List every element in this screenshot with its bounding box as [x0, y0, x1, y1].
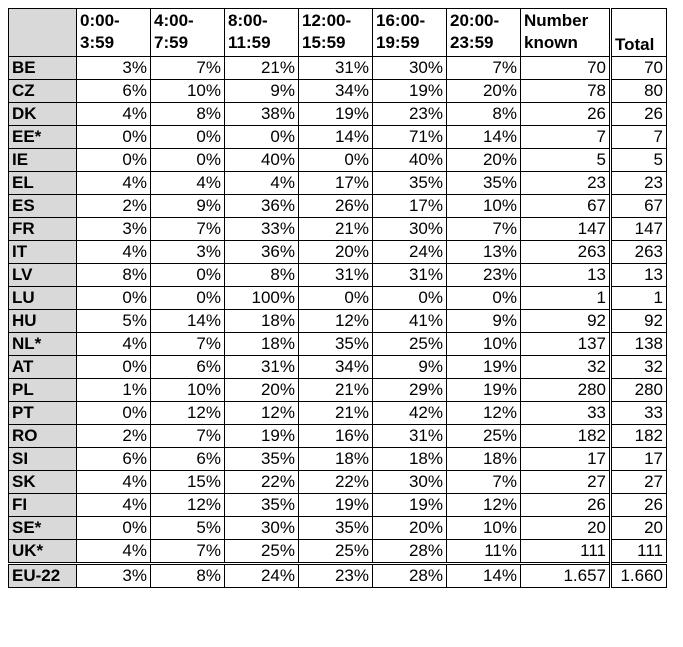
table-row — [9, 425, 667, 448]
percent-cell: 31% — [373, 264, 447, 287]
country-cell: FR — [9, 218, 77, 241]
header-line2: 15:59 — [302, 33, 346, 52]
percent-cell: 1% — [77, 379, 151, 402]
header-line2: 19:59 — [376, 33, 420, 52]
total-cell: 13 — [611, 264, 667, 287]
percent-cell: 20% — [373, 517, 447, 540]
percent-cell: 6% — [77, 448, 151, 471]
percent-cell: 9% — [447, 310, 521, 333]
percent-cell: 2% — [77, 425, 151, 448]
percent-cell: 28% — [373, 564, 447, 588]
percent-cell: 25% — [447, 425, 521, 448]
table-row — [9, 379, 667, 402]
percent-cell: 10% — [447, 195, 521, 218]
percent-cell: 8% — [447, 103, 521, 126]
table-container — [8, 8, 667, 588]
total-cell: 1 — [611, 287, 667, 310]
time-distribution-table — [8, 8, 667, 588]
percent-cell: 9% — [151, 195, 225, 218]
total-cell: 182 — [611, 425, 667, 448]
percent-cell: 25% — [373, 333, 447, 356]
percent-cell: 8% — [77, 264, 151, 287]
known-cell: 280 — [521, 379, 611, 402]
header-line1: 12:00- — [302, 11, 352, 30]
percent-cell: 5% — [77, 310, 151, 333]
table-row — [9, 333, 667, 356]
percent-cell: 0% — [299, 149, 373, 172]
percent-cell: 12% — [447, 402, 521, 425]
country-cell: ES — [9, 195, 77, 218]
table-row — [9, 241, 667, 264]
percent-cell: 31% — [373, 425, 447, 448]
header-line2: 3:59 — [80, 33, 115, 52]
header-cell — [299, 9, 373, 57]
percent-cell: 14% — [151, 310, 225, 333]
known-cell: 7 — [521, 126, 611, 149]
percent-cell: 0% — [77, 126, 151, 149]
percent-cell: 10% — [151, 379, 225, 402]
percent-cell: 31% — [225, 356, 299, 379]
percent-cell: 7% — [151, 333, 225, 356]
total-cell: 7 — [611, 126, 667, 149]
percent-cell: 20% — [447, 149, 521, 172]
country-cell: AT — [9, 356, 77, 379]
percent-cell: 25% — [225, 540, 299, 564]
known-cell: 20 — [521, 517, 611, 540]
table-row — [9, 126, 667, 149]
table-row — [9, 402, 667, 425]
percent-cell: 21% — [299, 402, 373, 425]
summary-row — [9, 564, 667, 588]
percent-cell: 6% — [77, 80, 151, 103]
known-cell: 147 — [521, 218, 611, 241]
country-cell: SK — [9, 471, 77, 494]
percent-cell: 21% — [299, 379, 373, 402]
percent-cell: 0% — [77, 517, 151, 540]
percent-cell: 4% — [225, 172, 299, 195]
percent-cell: 19% — [447, 356, 521, 379]
table-row — [9, 540, 667, 564]
percent-cell: 9% — [225, 80, 299, 103]
percent-cell: 40% — [225, 149, 299, 172]
total-cell: 67 — [611, 195, 667, 218]
country-cell: DK — [9, 103, 77, 126]
header-line1: 4:00- — [154, 11, 194, 30]
table-row — [9, 195, 667, 218]
percent-cell: 7% — [151, 57, 225, 80]
known-cell: 27 — [521, 471, 611, 494]
percent-cell: 2% — [77, 195, 151, 218]
percent-cell: 25% — [299, 540, 373, 564]
percent-cell: 35% — [225, 448, 299, 471]
table-row — [9, 287, 667, 310]
total-cell: 147 — [611, 218, 667, 241]
total-cell: 26 — [611, 103, 667, 126]
total-cell: 138 — [611, 333, 667, 356]
percent-cell: 7% — [447, 57, 521, 80]
percent-cell: 24% — [225, 564, 299, 588]
total-cell: 23 — [611, 172, 667, 195]
percent-cell: 36% — [225, 195, 299, 218]
total-header: Total — [611, 9, 667, 57]
percent-cell: 13% — [447, 241, 521, 264]
total-cell: 20 — [611, 517, 667, 540]
table-row — [9, 103, 667, 126]
known-cell: 26 — [521, 494, 611, 517]
percent-cell: 4% — [77, 333, 151, 356]
percent-cell: 38% — [225, 103, 299, 126]
percent-cell: 71% — [373, 126, 447, 149]
country-cell: SE* — [9, 517, 77, 540]
percent-cell: 16% — [299, 425, 373, 448]
total-cell: 32 — [611, 356, 667, 379]
known-cell: 182 — [521, 425, 611, 448]
total-cell: 17 — [611, 448, 667, 471]
percent-cell: 0% — [77, 356, 151, 379]
percent-cell: 4% — [151, 172, 225, 195]
percent-cell: 14% — [447, 564, 521, 588]
percent-cell: 0% — [77, 287, 151, 310]
header-cell — [521, 9, 611, 57]
percent-cell: 41% — [373, 310, 447, 333]
header-cell — [373, 9, 447, 57]
total-cell: 26 — [611, 494, 667, 517]
header-line1: 20:00- — [450, 11, 500, 30]
known-cell: 1.657 — [521, 564, 611, 588]
percent-cell: 20% — [299, 241, 373, 264]
percent-cell: 23% — [447, 264, 521, 287]
percent-cell: 18% — [225, 310, 299, 333]
country-cell: LV — [9, 264, 77, 287]
percent-cell: 3% — [151, 241, 225, 264]
percent-cell: 35% — [225, 494, 299, 517]
total-cell: 280 — [611, 379, 667, 402]
country-cell: EU-22 — [9, 564, 77, 588]
country-cell: BE — [9, 57, 77, 80]
percent-cell: 0% — [151, 149, 225, 172]
percent-cell: 4% — [77, 172, 151, 195]
total-cell: 5 — [611, 149, 667, 172]
percent-cell: 21% — [299, 218, 373, 241]
header-cell — [151, 9, 225, 57]
corner-cell — [9, 9, 77, 57]
percent-cell: 0% — [225, 126, 299, 149]
header-cell — [77, 9, 151, 57]
percent-cell: 0% — [299, 287, 373, 310]
percent-cell: 10% — [447, 517, 521, 540]
percent-cell: 19% — [299, 103, 373, 126]
percent-cell: 8% — [151, 103, 225, 126]
percent-cell: 30% — [373, 471, 447, 494]
percent-cell: 5% — [151, 517, 225, 540]
known-cell: 78 — [521, 80, 611, 103]
known-cell: 92 — [521, 310, 611, 333]
percent-cell: 4% — [77, 103, 151, 126]
header-line2: 23:59 — [450, 33, 494, 52]
percent-cell: 22% — [225, 471, 299, 494]
percent-cell: 17% — [373, 195, 447, 218]
country-cell: IT — [9, 241, 77, 264]
percent-cell: 6% — [151, 448, 225, 471]
known-cell: 70 — [521, 57, 611, 80]
total-cell: 92 — [611, 310, 667, 333]
table-row — [9, 517, 667, 540]
percent-cell: 7% — [447, 218, 521, 241]
percent-cell: 19% — [373, 80, 447, 103]
table-row — [9, 356, 667, 379]
total-cell: 263 — [611, 241, 667, 264]
percent-cell: 31% — [299, 57, 373, 80]
table-row — [9, 80, 667, 103]
percent-cell: 19% — [373, 494, 447, 517]
country-cell: HU — [9, 310, 77, 333]
percent-cell: 31% — [299, 264, 373, 287]
percent-cell: 14% — [447, 126, 521, 149]
percent-cell: 19% — [225, 425, 299, 448]
percent-cell: 36% — [225, 241, 299, 264]
percent-cell: 7% — [447, 471, 521, 494]
percent-cell: 42% — [373, 402, 447, 425]
total-cell: 33 — [611, 402, 667, 425]
percent-cell: 7% — [151, 540, 225, 564]
known-cell: 111 — [521, 540, 611, 564]
table-row — [9, 310, 667, 333]
percent-cell: 3% — [77, 564, 151, 588]
country-cell: NL* — [9, 333, 77, 356]
percent-cell: 18% — [225, 333, 299, 356]
known-cell: 23 — [521, 172, 611, 195]
percent-cell: 12% — [151, 494, 225, 517]
country-cell: SI — [9, 448, 77, 471]
percent-cell: 18% — [373, 448, 447, 471]
percent-cell: 30% — [225, 517, 299, 540]
known-cell: 67 — [521, 195, 611, 218]
table-row — [9, 471, 667, 494]
header-line1: 16:00- — [376, 11, 426, 30]
percent-cell: 0% — [447, 287, 521, 310]
percent-cell: 0% — [77, 149, 151, 172]
percent-cell: 4% — [77, 471, 151, 494]
percent-cell: 26% — [299, 195, 373, 218]
percent-cell: 8% — [225, 264, 299, 287]
header-line1: 0:00- — [80, 11, 120, 30]
table-row — [9, 57, 667, 80]
percent-cell: 40% — [373, 149, 447, 172]
percent-cell: 21% — [225, 57, 299, 80]
total-cell: 27 — [611, 471, 667, 494]
known-cell: 26 — [521, 103, 611, 126]
percent-cell: 10% — [447, 333, 521, 356]
total-cell: 111 — [611, 540, 667, 564]
percent-cell: 18% — [447, 448, 521, 471]
percent-cell: 0% — [151, 126, 225, 149]
header-line1: 8:00- — [228, 11, 268, 30]
percent-cell: 12% — [225, 402, 299, 425]
percent-cell: 33% — [225, 218, 299, 241]
country-cell: EE* — [9, 126, 77, 149]
percent-cell: 24% — [373, 241, 447, 264]
country-cell: LU — [9, 287, 77, 310]
percent-cell: 3% — [77, 57, 151, 80]
percent-cell: 7% — [151, 425, 225, 448]
percent-cell: 10% — [151, 80, 225, 103]
country-cell: IE — [9, 149, 77, 172]
header-cell — [225, 9, 299, 57]
percent-cell: 0% — [151, 287, 225, 310]
percent-cell: 29% — [373, 379, 447, 402]
percent-cell: 11% — [447, 540, 521, 564]
percent-cell: 35% — [447, 172, 521, 195]
header-line1: Number — [524, 11, 589, 30]
country-cell: EL — [9, 172, 77, 195]
percent-cell: 35% — [373, 172, 447, 195]
country-cell: PL — [9, 379, 77, 402]
total-cell: 80 — [611, 80, 667, 103]
percent-cell: 7% — [151, 218, 225, 241]
table-body — [9, 57, 667, 588]
known-cell: 13 — [521, 264, 611, 287]
header-row — [9, 9, 667, 57]
percent-cell: 4% — [77, 540, 151, 564]
percent-cell: 20% — [447, 80, 521, 103]
percent-cell: 3% — [77, 218, 151, 241]
table-row — [9, 218, 667, 241]
percent-cell: 4% — [77, 494, 151, 517]
known-cell: 32 — [521, 356, 611, 379]
known-cell: 17 — [521, 448, 611, 471]
percent-cell: 15% — [151, 471, 225, 494]
percent-cell: 14% — [299, 126, 373, 149]
percent-cell: 12% — [151, 402, 225, 425]
known-cell: 1 — [521, 287, 611, 310]
percent-cell: 8% — [151, 564, 225, 588]
percent-cell: 0% — [373, 287, 447, 310]
known-cell: 137 — [521, 333, 611, 356]
percent-cell: 35% — [299, 333, 373, 356]
percent-cell: 20% — [225, 379, 299, 402]
percent-cell: 6% — [151, 356, 225, 379]
known-cell: 263 — [521, 241, 611, 264]
percent-cell: 23% — [373, 103, 447, 126]
country-cell: FI — [9, 494, 77, 517]
table-row — [9, 448, 667, 471]
table-row — [9, 172, 667, 195]
percent-cell: 19% — [447, 379, 521, 402]
country-cell: UK* — [9, 540, 77, 564]
percent-cell: 18% — [299, 448, 373, 471]
percent-cell: 0% — [77, 402, 151, 425]
percent-cell: 0% — [151, 264, 225, 287]
percent-cell: 17% — [299, 172, 373, 195]
percent-cell: 35% — [299, 517, 373, 540]
percent-cell: 9% — [373, 356, 447, 379]
percent-cell: 34% — [299, 356, 373, 379]
total-cell: 70 — [611, 57, 667, 80]
percent-cell: 100% — [225, 287, 299, 310]
known-cell: 5 — [521, 149, 611, 172]
percent-cell: 12% — [447, 494, 521, 517]
total-cell: 1.660 — [611, 564, 667, 588]
header-cell — [447, 9, 521, 57]
percent-cell: 28% — [373, 540, 447, 564]
percent-cell: 19% — [299, 494, 373, 517]
header-line2: known — [524, 33, 578, 52]
table-row — [9, 264, 667, 287]
header-line2: 11:59 — [228, 33, 271, 52]
header-line2: 7:59 — [154, 33, 189, 52]
percent-cell: 30% — [373, 57, 447, 80]
country-cell: CZ — [9, 80, 77, 103]
known-cell: 33 — [521, 402, 611, 425]
percent-cell: 4% — [77, 241, 151, 264]
country-cell: RO — [9, 425, 77, 448]
table-row — [9, 149, 667, 172]
country-cell: PT — [9, 402, 77, 425]
percent-cell: 23% — [299, 564, 373, 588]
table-row — [9, 494, 667, 517]
percent-cell: 34% — [299, 80, 373, 103]
percent-cell: 30% — [373, 218, 447, 241]
percent-cell: 12% — [299, 310, 373, 333]
percent-cell: 22% — [299, 471, 373, 494]
